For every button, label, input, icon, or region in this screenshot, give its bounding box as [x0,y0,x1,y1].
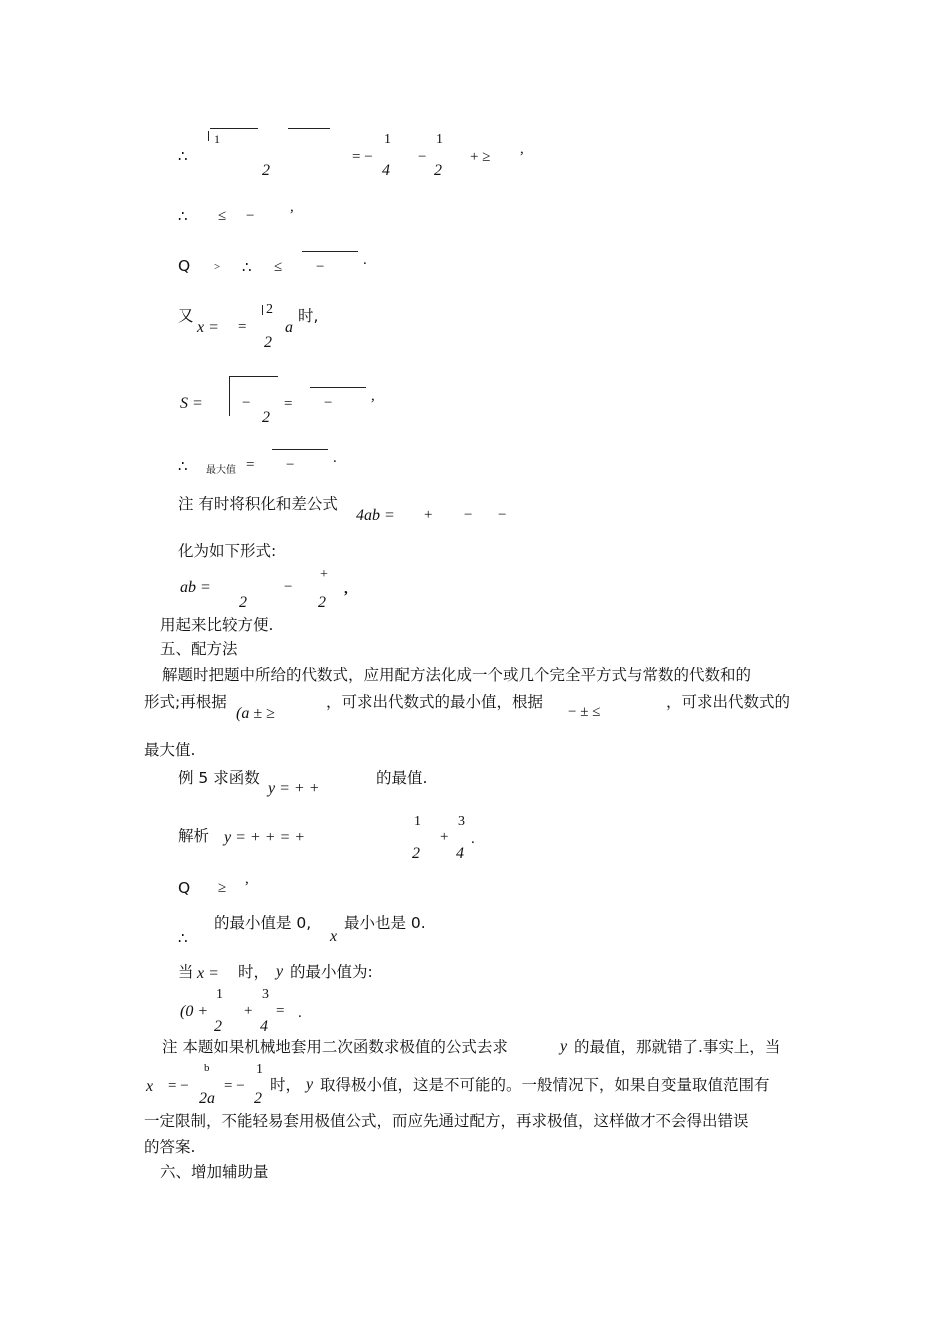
sol-frac-num-3: 3 [458,814,465,829]
plus-sign-ab: + [320,567,328,582]
equals-sign-6: = [246,457,255,473]
val-frac-num-3: 3 [262,987,269,1002]
radical-sign [208,131,209,141]
shi-text-2: 时， [238,963,270,981]
sol-plus: + [440,829,449,845]
min-text-a: 的最小值是 0, [214,914,312,932]
equals-sign-5: = [284,396,293,412]
plus-sign-n: + [424,507,433,523]
x-equals: x = [197,319,219,336]
solution-formula: y = + + = + [224,829,306,846]
sol-period: . [471,831,475,847]
minus-sign-2: − [246,208,255,224]
val-equals: = [276,1003,285,1019]
note2-two: 2 [254,1090,262,1107]
note-label: 注 有时将积化和差公式 [178,495,338,513]
radical-sign-2 [262,305,263,315]
note2-line1b: 的最值，那就错了.事实上，当 [574,1038,781,1056]
note2-eq2: = − [224,1078,245,1094]
ge-sign: ≥ [218,880,227,896]
note2-x: x [146,1078,154,1095]
denominator-two-ab1: 2 [239,594,247,611]
note2-shi: 时， [270,1076,302,1094]
radical-bar-3 [302,251,358,252]
denominator-two-2: 2 [264,334,272,351]
para5-line3: 最大值. [144,741,196,759]
product-formula: 4ab = [356,507,395,524]
minus-sign-ab: − [284,579,293,595]
example5-tail: 的最值. [376,769,428,787]
sol-frac-den-4: 4 [456,845,464,862]
frac-numerator-1: 1 [384,132,391,147]
note2-2a: 2a [199,1090,215,1107]
max-value-label: 最大值 [206,465,236,476]
radical-bar-6 [272,449,328,450]
example5-formula: y = + + [268,780,320,797]
q-symbol-2: Q [178,879,191,897]
minus-sign-n2: − [498,507,507,523]
le-sign: ≤ [218,208,227,224]
note2-line2b: 取得极小值，这是不可能的。一般情况下，如果自变量取值范围有 [320,1076,770,1094]
big-radical [229,376,230,416]
section-five-heading: 五、配方法 [160,640,238,658]
value-open: (0 + [180,1003,209,1020]
sqrt-two: 2 [266,302,273,317]
note2-line4: 的答案. [144,1138,196,1156]
val-frac-den-4: 4 [260,1018,268,1035]
para5-formula1: (a ± ≥ [236,705,275,722]
s-equals: S = [180,395,203,412]
para5-formula2: − ± ≤ [568,704,601,720]
note2-one: 1 [256,1062,263,1077]
min-value-text: 的最小值为: [290,963,373,981]
minus-sign-5b: − [324,395,333,411]
val-frac-den-2: 2 [214,1018,222,1035]
variable-a: a [285,319,293,336]
variable-y: y [276,963,284,980]
minus-sign-n1: − [464,507,473,523]
plus-ge: + ≥ [470,149,491,165]
minus-sign-6: − [286,457,295,473]
period: . [363,252,367,268]
therefore-symbol-min: ∴ [178,931,188,947]
equals-sign: = [238,319,247,335]
equals-minus: = − [352,149,373,165]
radical-bar [210,128,258,129]
para5-line2b: ，可求出代数式的最小值，根据 [326,693,544,711]
denominator-two: 2 [262,162,270,179]
note2-line3: 一定限制，不能轻易套用极值公式，而应先通过配方，再求极值，这样做才不会得出错误 [144,1112,749,1130]
comma-q: , [245,871,249,887]
minus-sign-3: − [316,259,325,275]
frac-denominator-2: 2 [434,162,442,179]
therefore-symbol: ∴ [178,149,188,165]
comma-ab: , [344,581,348,597]
you-char: 又 [178,307,194,325]
minus-sign-5: − [242,395,251,411]
val-frac-num-1: 1 [216,987,223,1002]
sol-frac-num-1: 1 [414,814,421,829]
x-equals-2: x = [197,965,219,982]
form-intro: 化为如下形式: [178,542,277,560]
comma-5: , [371,388,375,404]
section-six-heading: 六、增加辅助量 [160,1163,269,1181]
denominator-two-5: 2 [262,409,270,426]
comma: , [520,141,524,157]
val-period: . [298,1005,302,1021]
le-sign-2: ≤ [274,259,283,275]
big-radical-bar [230,376,278,377]
ab-equals: ab = [180,579,211,596]
frac-numerator-1b: 1 [436,132,443,147]
note2-y2: y [306,1076,314,1093]
para5-line2c: ，可求出代数式的 [666,693,791,711]
para5-line2a: 形式;再根据 [144,693,227,711]
note2-line1a: 注 本题如果机械地套用二次函数求极值的公式去求 [162,1038,508,1056]
example5-label: 例 5 求函数 [178,769,260,787]
para5-line1: 解题时把题中所给的代数式，应用配方法化成一个或几个完全平方式与常数的代数和的 [162,666,752,684]
therefore-symbol-6: ∴ [178,459,188,475]
q-symbol: Q [178,257,191,275]
minus-sign: − [418,149,427,165]
note2-b: b [204,1062,210,1074]
denominator-two-ab2: 2 [318,594,326,611]
gt-sign: ˃ [214,261,221,273]
dang-char: 当 [178,963,194,981]
radical-bar-2 [288,128,330,129]
note2-eq: = − [168,1078,189,1094]
sol-frac-den-2: 2 [412,845,420,862]
therefore-symbol-2: ∴ [178,209,188,225]
frac-denominator-4: 4 [382,162,390,179]
solution-label: 解析 [178,827,210,845]
note2-y: y [560,1038,568,1055]
convenient-text: 用起来比较方便. [160,616,274,634]
radical-bar-5 [310,387,366,388]
variable-x: x [330,928,338,945]
radical-numerator: 1 [214,132,220,146]
period-6: . [333,450,337,466]
shi-text: 时, [298,307,319,325]
val-plus: + [244,1003,253,1019]
therefore-symbol-3: ∴ [242,260,252,276]
comma-2: , [290,199,294,215]
min-text-b: 最小也是 0. [344,914,426,932]
